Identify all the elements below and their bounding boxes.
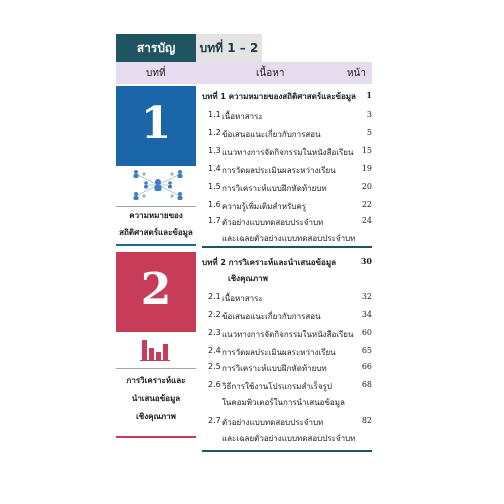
toc-page-2-6: 68 xyxy=(361,380,372,389)
toc-page-1-4: 19 xyxy=(361,164,372,173)
chapter-2-label-rule-bottom xyxy=(116,436,196,438)
chapter-2-title-page: 30 xyxy=(360,256,372,266)
header-chapter: บทที่ xyxy=(146,68,166,79)
toc-page-2-2: 34 xyxy=(361,310,372,319)
toc-item-2-7-cont: และเฉลยตัวอย่างแบบทดสอบประจำบท xyxy=(222,434,356,443)
chapter-1-side-label-line1: ความหมายของ xyxy=(129,211,183,220)
chapter-1-number-box xyxy=(116,86,196,166)
chapter-1-rule xyxy=(202,246,372,248)
toc-page-1-3: 15 xyxy=(361,146,372,155)
toc-page-1-1: 3 xyxy=(366,110,372,119)
chapter-2-side-label-line1: การวิเคราะห์และ xyxy=(126,376,186,385)
toc-page-1-6: 22 xyxy=(361,200,372,209)
chapter-range-tab: บทที่ 1 – 2 xyxy=(196,34,262,62)
chapter-1-title-page: 1 xyxy=(366,90,372,100)
toc-page-1-5: 20 xyxy=(361,182,372,191)
toc-page-2-1: 32 xyxy=(361,292,372,301)
toc-header xyxy=(116,62,372,84)
toc-page-1-2: 5 xyxy=(366,128,372,137)
toc-item-1-7-cont: และเฉลยตัวอย่างแบบทดสอบประจำบท xyxy=(222,234,356,243)
header-page: หน้า xyxy=(346,68,366,79)
chapter-2-rule xyxy=(202,450,372,452)
chapter-2-side-label-line3: เชิงคุณภาพ xyxy=(136,412,176,421)
chapter-2-title: บทที่ 2 การวิเคราะห์และนำเสนอข้อมูล xyxy=(202,258,336,267)
toc-page-1-7: 24 xyxy=(361,216,372,225)
chapter-2-label-rule-top xyxy=(116,368,196,369)
toc-page-2-3: 60 xyxy=(361,328,372,337)
chapter-1-number: 1 xyxy=(140,98,172,149)
bar-chart-icon xyxy=(140,336,170,362)
toc-item-2-6-cont: ในคอมพิวเตอร์ในการนำเสนอข้อมูล xyxy=(222,398,345,407)
toc-page-2-5: 66 xyxy=(361,362,372,371)
toc-title-tab: สารบัญ xyxy=(116,34,196,62)
chapter-1-side-label-line2: สถิติศาสตร์และข้อมูล xyxy=(119,228,193,237)
chapter-2-number-box xyxy=(116,252,196,332)
people-network-icon xyxy=(128,168,188,202)
chapter-1-title: บทที่ 1 ความหมายของสถิติศาสตร์และข้อมูล xyxy=(202,92,356,101)
chapter-2-number: 2 xyxy=(140,264,172,315)
header-content: เนื้อหา xyxy=(256,68,285,79)
chapter-2-side-label-line2: นำเสนอข้อมูล xyxy=(131,394,181,403)
toc-page-2-7: 82 xyxy=(361,416,372,425)
chapter-2-title-cont: เชิงคุณภาพ xyxy=(228,274,268,283)
toc-page-2-4: 65 xyxy=(361,346,372,355)
chapter-1-label-rule-bottom xyxy=(116,244,196,246)
